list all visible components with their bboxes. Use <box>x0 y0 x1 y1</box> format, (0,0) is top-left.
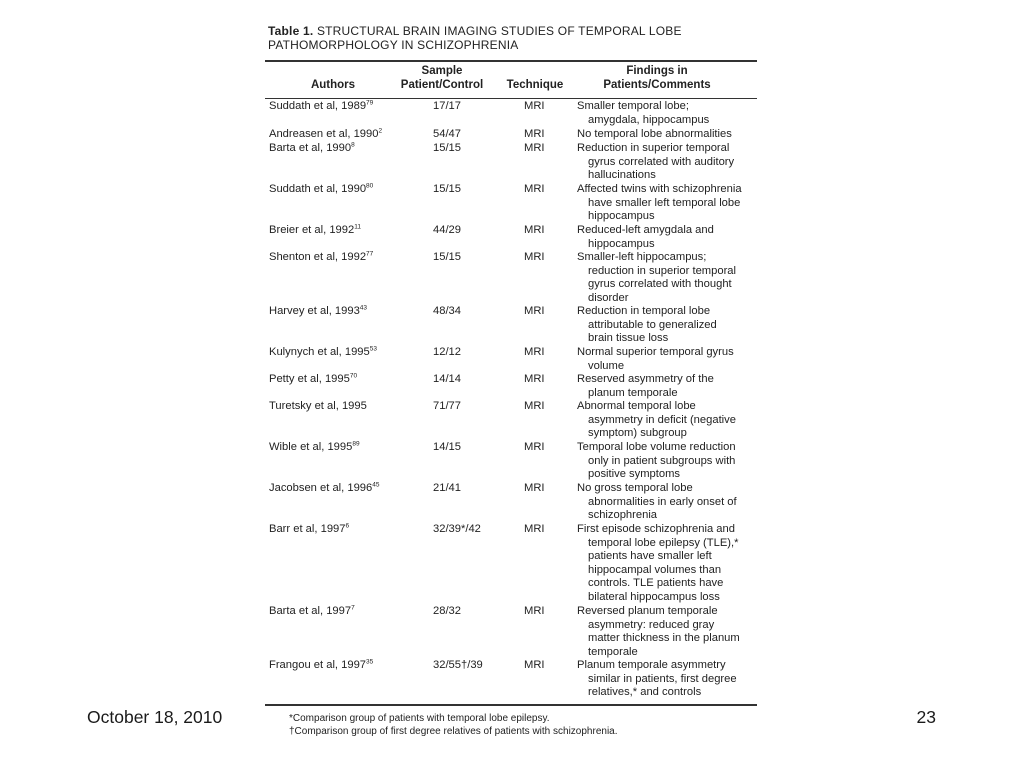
cell-technique: MRI <box>524 523 545 535</box>
header-findings-line1: Findings in <box>626 65 688 77</box>
author-name: Barr et al, 1997 <box>269 523 346 535</box>
cell-technique: MRI <box>524 224 545 236</box>
author-name: Andreasen et al, 1990 <box>269 128 379 140</box>
cell-author <box>269 142 419 156</box>
author-name: Frangou et al, 1997 <box>269 659 367 671</box>
table-number: Table 1. <box>268 24 314 38</box>
table-title <box>268 24 748 52</box>
author-name: Shenton et al, 1992 <box>269 251 367 263</box>
author-name: Petty et al, 1995 <box>269 373 350 385</box>
findings-line: patients have smaller left <box>588 550 712 563</box>
findings-line: No gross temporal lobe <box>577 482 693 494</box>
reference-number: 2 <box>378 127 383 135</box>
findings-line: disorder <box>588 291 629 304</box>
findings-line: Affected twins with schizophrenia <box>577 183 742 195</box>
reference-number: 11 <box>354 223 361 231</box>
table-title-line1: STRUCTURAL BRAIN IMAGING STUDIES OF TEMPORAL LOBE <box>316 24 682 38</box>
findings-line: relatives,* and controls <box>588 686 702 699</box>
reference-number: 35 <box>366 658 374 666</box>
author-name: Suddath et al, 1989 <box>269 100 367 112</box>
footnote-asterisk: *Comparison group of patients with temporal lobe epilepsy. <box>289 713 550 724</box>
cell-technique: MRI <box>524 128 545 140</box>
findings-line: brain tissue loss <box>588 332 669 345</box>
findings-line: hippocampal volumes than <box>588 563 722 576</box>
findings-line: Normal superior temporal gyrus <box>577 346 734 358</box>
cell-sample: 15/15 <box>433 251 461 263</box>
reference-number: 80 <box>366 182 374 190</box>
cell-findings <box>577 128 762 142</box>
findings-line: No temporal lobe abnormalities <box>577 128 732 140</box>
findings-line: volume <box>588 359 625 372</box>
findings-line: bilateral hippocampus loss <box>588 590 720 603</box>
findings-line: gyrus correlated with thought <box>588 278 732 291</box>
scanned-table <box>262 18 764 742</box>
cell-technique: MRI <box>524 346 545 358</box>
reference-number: 6 <box>345 522 350 530</box>
cell-author <box>269 373 419 387</box>
author-name: Kulynych et al, 1995 <box>269 346 370 358</box>
cell-technique: MRI <box>524 605 545 617</box>
findings-line: Reduced-left amygdala and <box>577 224 714 236</box>
findings-line: temporal lobe epilepsy (TLE),* <box>588 536 739 549</box>
header-authors: Authors <box>310 79 356 91</box>
cell-sample: 28/32 <box>433 605 461 617</box>
cell-technique: MRI <box>524 183 545 195</box>
cell-findings <box>577 605 762 659</box>
cell-author <box>269 100 419 114</box>
cell-findings <box>577 400 762 441</box>
cell-sample: 14/15 <box>433 441 461 453</box>
findings-line: hippocampus <box>588 237 655 250</box>
findings-line: Planum temporale asymmetry <box>577 659 726 671</box>
cell-findings <box>577 373 762 400</box>
cell-author <box>269 305 419 319</box>
header-sample-line2: Patient/Control <box>400 78 484 91</box>
findings-line: hallucinations <box>588 169 656 182</box>
cell-author <box>269 346 419 360</box>
cell-findings <box>577 224 762 251</box>
slide-date: October 18, 2010 <box>87 707 223 727</box>
reference-number: 53 <box>369 345 377 353</box>
author-name: Turetsky et al, 1995 <box>269 400 367 412</box>
findings-line: Reduction in temporal lobe <box>577 305 711 317</box>
slide-page-number: 23 <box>916 707 936 727</box>
author-name: Wible et al, 1995 <box>269 441 353 453</box>
reference-number: 89 <box>352 440 360 448</box>
findings-line: reduction in superior temporal <box>588 264 736 277</box>
reference-number: 43 <box>359 304 368 312</box>
cell-technique: MRI <box>524 305 545 317</box>
cell-findings <box>577 142 762 183</box>
table-title-line2: PATHOMORPHOLOGY IN SCHIZOPHRENIA <box>268 38 519 52</box>
findings-line: First episode schizophrenia and <box>577 523 735 535</box>
author-name: Barta et al, 1990 <box>269 142 352 154</box>
findings-line: gyrus correlated with auditory <box>588 155 735 168</box>
cell-sample: 54/47 <box>433 128 461 140</box>
cell-technique: MRI <box>524 142 545 154</box>
findings-line: Abnormal temporal lobe <box>577 400 696 412</box>
cell-sample: 15/15 <box>433 142 461 154</box>
cell-author <box>269 400 419 414</box>
header-technique: Technique <box>506 79 564 91</box>
cell-author <box>269 659 419 673</box>
findings-line: matter thickness in the planum <box>588 632 740 645</box>
reference-number: 7 <box>351 604 355 612</box>
cell-sample: 15/15 <box>433 183 461 195</box>
author-name: Harvey et al, 1993 <box>269 305 360 317</box>
cell-author <box>269 605 419 619</box>
cell-technique: MRI <box>524 659 545 671</box>
header-sample-line1: Sample <box>421 65 463 77</box>
header-rule <box>265 98 757 99</box>
top-rule <box>265 60 757 62</box>
findings-line: Reserved asymmetry of the <box>577 373 714 385</box>
footnote-dagger: †Comparison group of first degree relatives of patients with schizophrenia. <box>289 726 618 737</box>
author-name: Breier et al, 1992 <box>269 224 355 236</box>
cell-sample: 48/34 <box>433 305 461 317</box>
header-findings <box>577 65 737 92</box>
cell-author <box>269 441 419 455</box>
cell-findings <box>577 523 762 605</box>
cell-technique: MRI <box>524 441 545 453</box>
findings-line: Reversed planum temporale <box>577 605 718 617</box>
cell-author <box>269 251 419 265</box>
findings-line: planum temporale <box>588 386 678 399</box>
author-name: Jacobsen et al, 1996 <box>269 482 373 494</box>
findings-line: symptom) subgroup <box>588 427 687 440</box>
cell-technique: MRI <box>524 373 545 385</box>
cell-author <box>269 128 419 142</box>
cell-technique: MRI <box>524 482 545 494</box>
findings-line: positive symptoms <box>588 468 681 481</box>
cell-sample: 44/29 <box>433 224 461 236</box>
cell-sample: 17/17 <box>433 100 461 112</box>
cell-author <box>269 523 419 537</box>
cell-sample: 12/12 <box>433 346 461 358</box>
author-name: Suddath et al, 1990 <box>269 183 367 195</box>
cell-findings <box>577 251 762 305</box>
findings-line: amygdala, hippocampus <box>588 113 710 126</box>
findings-line: only in patient subgroups with <box>588 454 736 467</box>
cell-sample: 71/77 <box>433 400 461 412</box>
reference-number: 77 <box>366 250 374 258</box>
cell-findings <box>577 482 762 523</box>
cell-findings <box>577 346 762 373</box>
bottom-rule <box>265 704 757 706</box>
cell-sample: 14/14 <box>433 373 461 385</box>
findings-line: hippocampus <box>588 210 655 223</box>
findings-line: Smaller-left hippocampus; <box>577 251 707 263</box>
cell-sample: 21/41 <box>433 482 461 494</box>
cell-technique: MRI <box>524 400 545 412</box>
findings-line: similar in patients, first degree <box>588 672 737 685</box>
cell-author <box>269 183 419 197</box>
reference-number: 8 <box>351 141 355 149</box>
findings-line: have smaller left temporal lobe <box>588 196 741 209</box>
cell-findings <box>577 183 762 224</box>
findings-line: asymmetry: reduced gray <box>588 618 715 631</box>
findings-line: schizophrenia <box>588 509 658 522</box>
findings-line: temporale <box>588 645 638 658</box>
cell-findings <box>577 441 762 482</box>
cell-author <box>269 224 419 238</box>
findings-line: attributable to generalized <box>588 318 717 331</box>
findings-line: Smaller temporal lobe; <box>577 100 689 112</box>
header-findings-line2: Patients/Comments <box>603 78 711 91</box>
cell-findings <box>577 305 762 346</box>
cell-sample: 32/55†/39 <box>433 659 483 671</box>
header-sample <box>382 65 502 92</box>
findings-line: asymmetry in deficit (negative <box>588 413 736 426</box>
author-name: Barta et al, 1997 <box>269 605 352 617</box>
reference-number: 45 <box>372 481 380 489</box>
reference-number: 79 <box>366 99 374 107</box>
reference-number: 70 <box>349 372 358 380</box>
findings-line: Reduction in superior temporal <box>577 142 730 154</box>
cell-technique: MRI <box>524 251 545 263</box>
findings-line: abnormalities in early onset of <box>588 495 737 508</box>
cell-author <box>269 482 419 496</box>
cell-findings <box>577 100 762 127</box>
cell-findings <box>577 659 762 700</box>
cell-sample: 32/39*/42 <box>433 523 481 535</box>
findings-line: controls. TLE patients have <box>588 577 724 590</box>
cell-technique: MRI <box>524 100 545 112</box>
findings-line: Temporal lobe volume reduction <box>577 441 736 453</box>
